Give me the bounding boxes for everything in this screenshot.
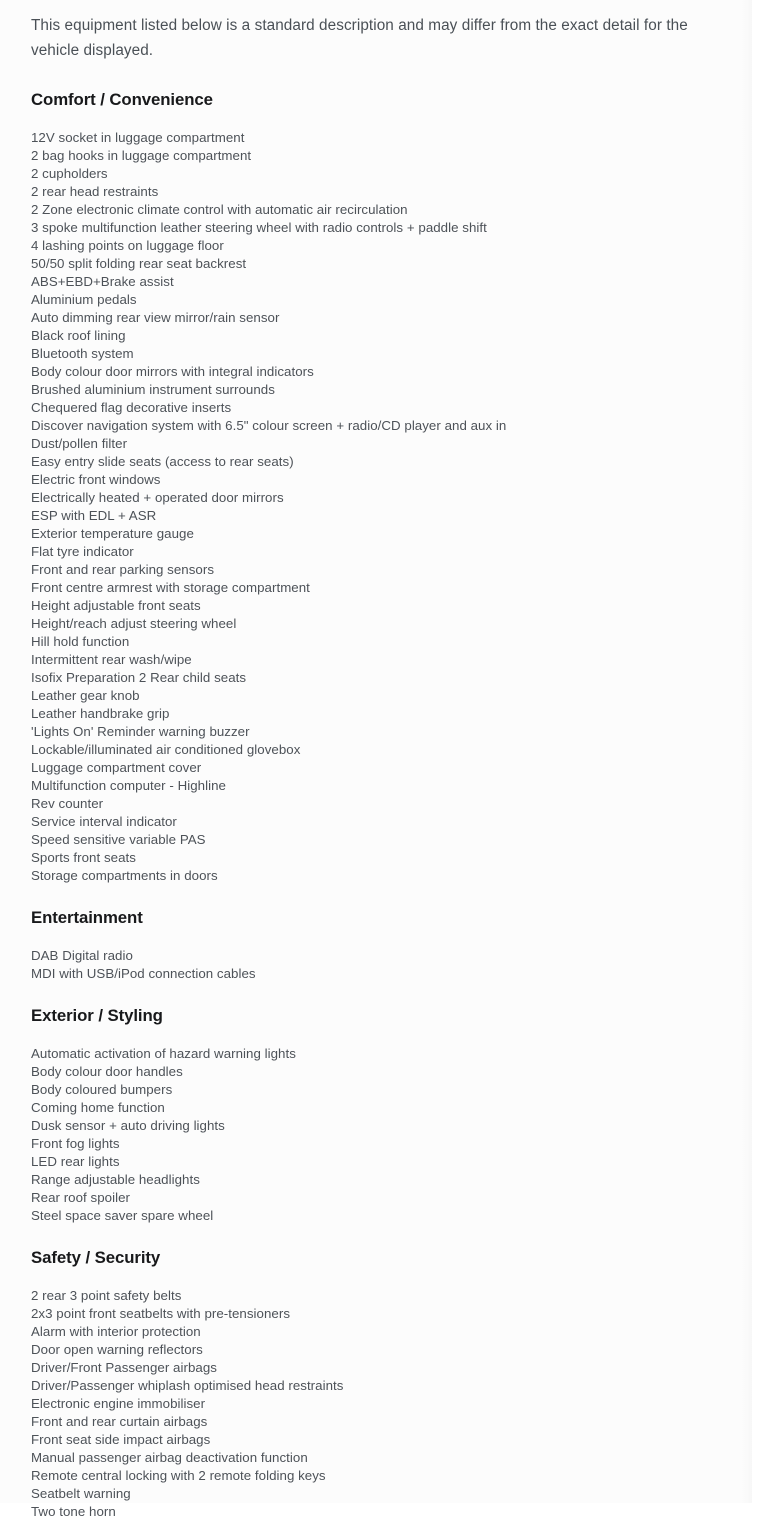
feature-item: Front fog lights: [31, 1136, 120, 1151]
feature-item: Body coloured bumpers: [31, 1082, 173, 1097]
feature-item: Alarm with interior protection: [31, 1324, 201, 1339]
feature-item: Body colour door handles: [31, 1064, 183, 1079]
feature-item: Auto dimming rear view mirror/rain sensor: [31, 310, 280, 325]
feature-item: Sports front seats: [31, 850, 136, 865]
intro-paragraph: This equipment listed below is a standard description and may differ from the exact detail for the vehicle displayed.: [31, 17, 688, 59]
feature-item: 12V socket in luggage compartment: [31, 130, 245, 145]
feature-list: [31, 1287, 732, 1521]
feature-item: Remote central locking with 2 remote folding keys: [31, 1468, 326, 1483]
feature-item: Aluminium pedals: [31, 292, 137, 307]
feature-item: Body colour door mirrors with integral indicators: [31, 364, 314, 379]
feature-item: Flat tyre indicator: [31, 544, 134, 559]
feature-item: 50/50 split folding rear seat backrest: [31, 256, 247, 271]
section-heading: Comfort / Convenience: [31, 90, 213, 109]
feature-item: Exterior temperature gauge: [31, 526, 194, 541]
feature-item: 2 rear head restraints: [31, 184, 159, 199]
feature-item: Height/reach adjust steering wheel: [31, 616, 237, 631]
feature-item: Bluetooth system: [31, 346, 134, 361]
feature-item: Steel space saver spare wheel: [31, 1208, 214, 1223]
feature-list: [31, 129, 732, 885]
feature-item: Dust/pollen filter: [31, 436, 128, 451]
feature-item: Rear roof spoiler: [31, 1190, 130, 1205]
feature-item: Door open warning reflectors: [31, 1342, 203, 1357]
feature-item: LED rear lights: [31, 1154, 120, 1169]
feature-item: 2x3 point front seatbelts with pre-tensioners: [31, 1306, 291, 1321]
feature-item: Storage compartments in doors: [31, 868, 218, 883]
feature-item: 3 spoke multifunction leather steering wheel with radio controls + paddle shift: [31, 220, 487, 235]
equipment-section: [31, 1247, 732, 1521]
feature-item: Luggage compartment cover: [31, 760, 202, 775]
feature-item: Electrically heated + operated door mirrors: [31, 490, 284, 505]
feature-item: Front and rear parking sensors: [31, 562, 215, 577]
feature-item: Multifunction computer - Highline: [31, 778, 226, 793]
feature-item: Range adjustable headlights: [31, 1172, 200, 1187]
feature-item: Dusk sensor + auto driving lights: [31, 1118, 225, 1133]
feature-item: Height adjustable front seats: [31, 598, 201, 613]
equipment-section: [31, 89, 732, 885]
feature-item: Front and rear curtain airbags: [31, 1414, 208, 1429]
feature-item: Electric front windows: [31, 472, 161, 487]
feature-item: Coming home function: [31, 1100, 165, 1115]
feature-item: Isofix Preparation 2 Rear child seats: [31, 670, 247, 685]
feature-item: DAB Digital radio: [31, 948, 133, 963]
feature-list: [31, 947, 732, 983]
section-heading: Safety / Security: [31, 1248, 161, 1267]
equipment-sections: [31, 89, 732, 1521]
feature-item: Front seat side impact airbags: [31, 1432, 211, 1447]
equipment-section: [31, 1005, 732, 1225]
section-heading: Exterior / Styling: [31, 1006, 163, 1025]
feature-item: MDI with USB/iPod connection cables: [31, 966, 256, 981]
feature-item: Speed sensitive variable PAS: [31, 832, 206, 847]
feature-item: Chequered flag decorative inserts: [31, 400, 232, 415]
feature-item: Easy entry slide seats (access to rear seats): [31, 454, 294, 469]
feature-item: 2 cupholders: [31, 166, 108, 181]
section-heading: Entertainment: [31, 908, 143, 927]
feature-item: Discover navigation system with 6.5" colour screen + radio/CD player and aux in: [31, 418, 507, 433]
feature-item: 4 lashing points on luggage floor: [31, 238, 224, 253]
feature-item: Hill hold function: [31, 634, 130, 649]
feature-item: Lockable/illuminated air conditioned glovebox: [31, 742, 301, 757]
feature-item: 2 bag hooks in luggage compartment: [31, 148, 252, 163]
equipment-section: [31, 907, 732, 983]
feature-item: Two tone horn: [31, 1504, 116, 1519]
feature-item: Service interval indicator: [31, 814, 177, 829]
feature-item: Brushed aluminium instrument surrounds: [31, 382, 275, 397]
feature-item: 2 rear 3 point safety belts: [31, 1288, 182, 1303]
feature-item: ABS+EBD+Brake assist: [31, 274, 174, 289]
feature-item: Seatbelt warning: [31, 1486, 131, 1501]
feature-item: Black roof lining: [31, 328, 126, 343]
feature-item: Driver/Front Passenger airbags: [31, 1360, 217, 1375]
feature-item: Automatic activation of hazard warning lights: [31, 1046, 296, 1061]
feature-item: 'Lights On' Reminder warning buzzer: [31, 724, 250, 739]
feature-item: Electronic engine immobiliser: [31, 1396, 206, 1411]
feature-item: Leather handbrake grip: [31, 706, 170, 721]
feature-item: Rev counter: [31, 796, 104, 811]
feature-item: Driver/Passenger whiplash optimised head restraints: [31, 1378, 344, 1393]
feature-list: [31, 1045, 732, 1225]
feature-item: Intermittent rear wash/wipe: [31, 652, 192, 667]
feature-item: 2 Zone electronic climate control with automatic air recirculation: [31, 202, 408, 217]
feature-item: Front centre armrest with storage compartment: [31, 580, 310, 595]
feature-item: ESP with EDL + ASR: [31, 508, 157, 523]
feature-item: Leather gear knob: [31, 688, 140, 703]
feature-item: Manual passenger airbag deactivation function: [31, 1450, 308, 1465]
